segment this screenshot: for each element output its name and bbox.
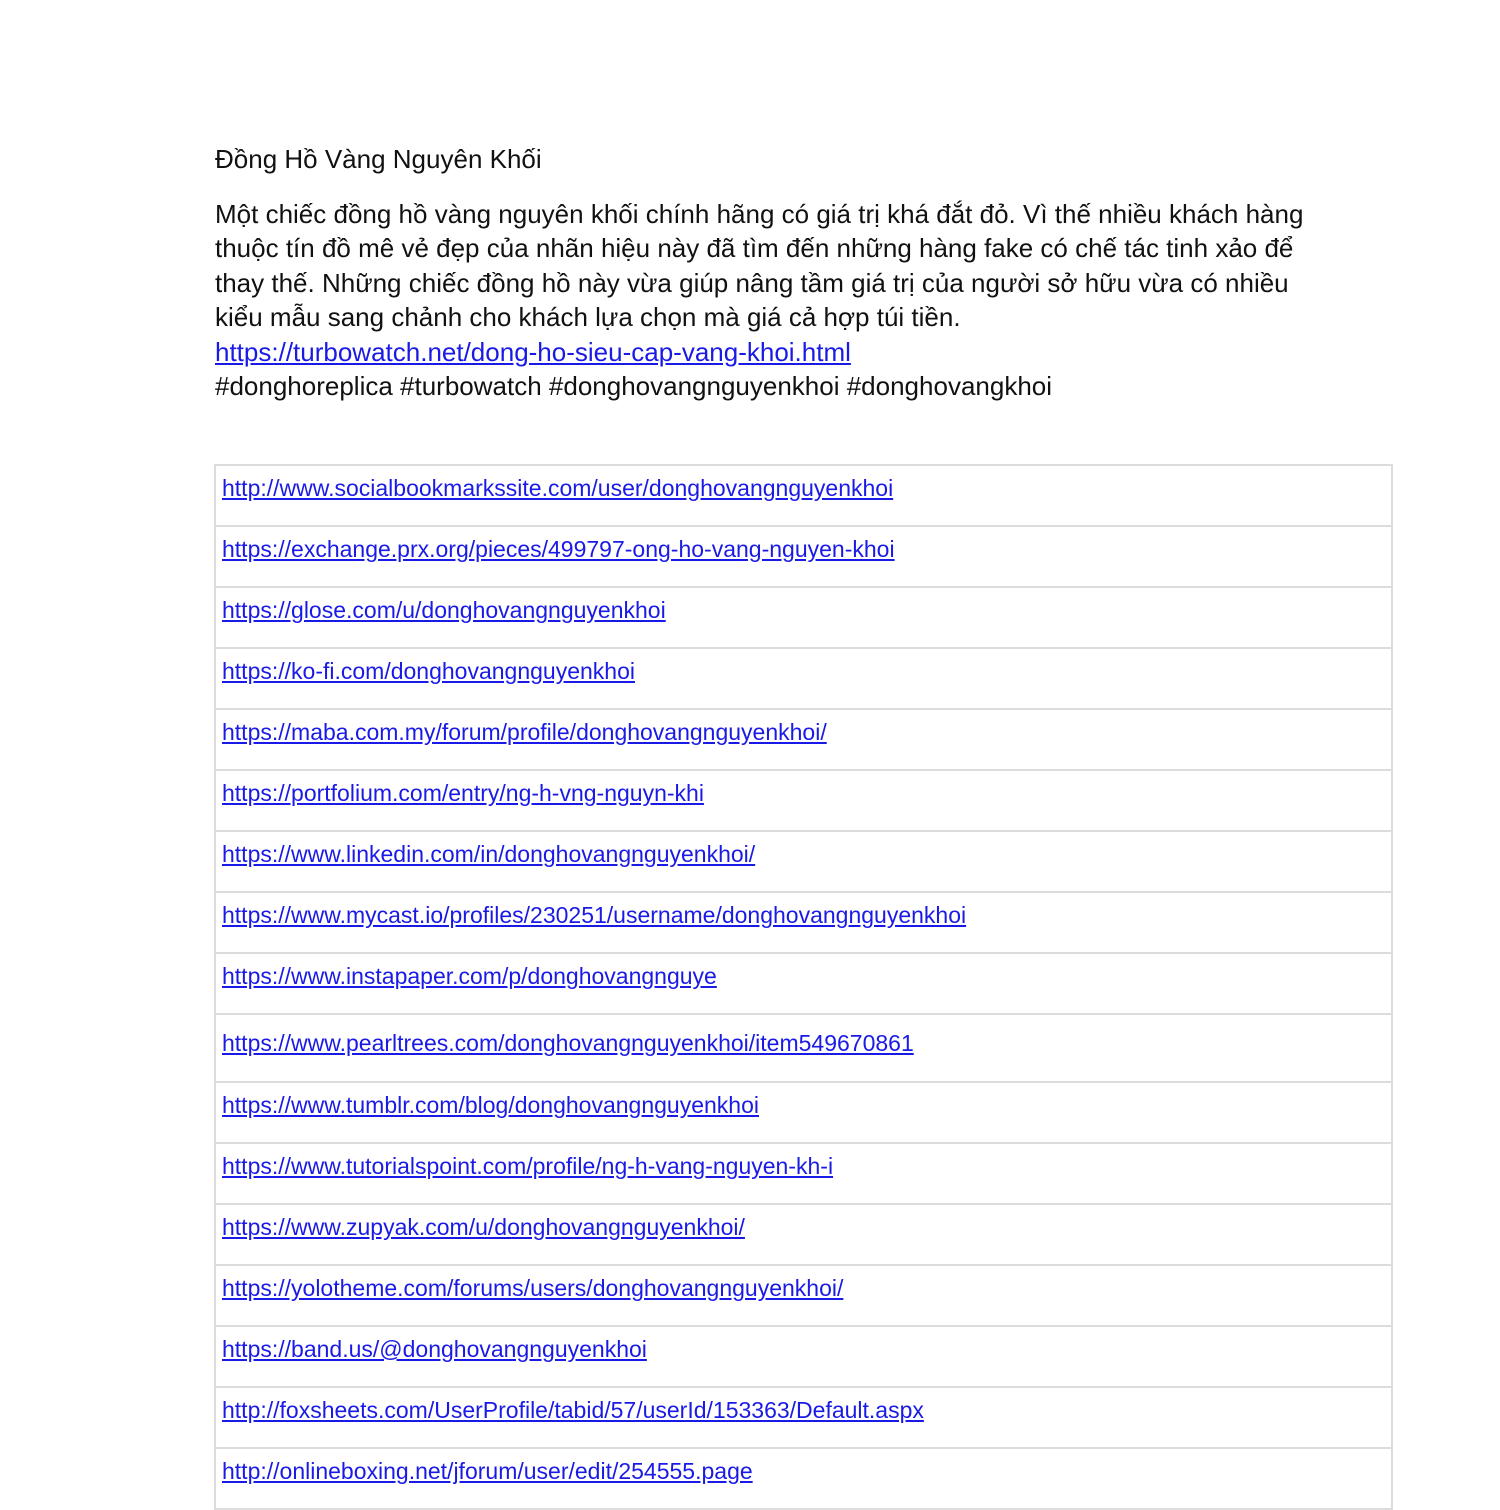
table-link[interactable]: https://band.us/@donghovangnguyenkhoi	[222, 1336, 647, 1362]
table-row	[215, 1082, 1392, 1143]
table-row	[215, 526, 1392, 587]
table-cell	[215, 526, 1392, 587]
table-cell	[215, 587, 1392, 648]
table-link[interactable]: https://ko-fi.com/donghovangnguyenkhoi	[222, 658, 635, 684]
table-row	[215, 587, 1392, 648]
table-cell	[215, 648, 1392, 709]
table-link[interactable]: https://yolotheme.com/forums/users/donghovangnguyenkhoi/	[222, 1275, 844, 1301]
table-link[interactable]: https://exchange.prx.org/pieces/499797-ong-ho-vang-nguyen-khoi	[222, 536, 895, 562]
table-row	[215, 648, 1392, 709]
table-cell	[215, 1387, 1392, 1448]
table-row	[215, 1204, 1392, 1265]
table-row	[215, 1014, 1392, 1082]
table-link[interactable]: https://maba.com.my/forum/profile/donghovangnguyenkhoi/	[222, 719, 827, 745]
main-link[interactable]: https://turbowatch.net/dong-ho-sieu-cap-vang-khoi.html	[215, 336, 851, 367]
table-cell	[215, 1326, 1392, 1387]
hashtags: #donghoreplica #turbowatch #donghovangnguyenkhoi #donghovangkhoi	[215, 371, 1053, 402]
main-link-line	[215, 335, 1395, 369]
table-cell	[215, 465, 1392, 526]
body-line: Một chiếc đồng hồ vàng nguyên khối chính hãng có giá trị khá đắt đỏ. Vì thế nhiều khách hàng	[215, 199, 1304, 229]
table-row	[215, 831, 1392, 892]
table-cell	[215, 953, 1392, 1014]
table-row	[215, 709, 1392, 770]
table-cell	[215, 1082, 1392, 1143]
table-link[interactable]: https://www.linkedin.com/in/donghovangnguyenkhoi/	[222, 841, 756, 867]
table-cell	[215, 709, 1392, 770]
table-row	[215, 770, 1392, 831]
table-row	[215, 1265, 1392, 1326]
table-row	[215, 1387, 1392, 1448]
table-cell	[215, 1265, 1392, 1326]
table-cell	[215, 831, 1392, 892]
table-link[interactable]: https://glose.com/u/donghovangnguyenkhoi	[222, 597, 666, 623]
table-cell	[215, 770, 1392, 831]
document-body	[215, 197, 1395, 403]
table-link[interactable]: https://www.zupyak.com/u/donghovangnguyenkhoi/	[222, 1214, 745, 1240]
table-row	[215, 465, 1392, 526]
table-row	[215, 1143, 1392, 1204]
table-link[interactable]: https://portfolium.com/entry/ng-h-vng-nguyn-khi	[222, 780, 704, 806]
table-link[interactable]: http://www.socialbookmarkssite.com/user/donghovangnguyenkhoi	[222, 475, 894, 501]
table-link[interactable]: https://www.tutorialspoint.com/profile/ng-h-vang-nguyen-kh-i	[222, 1153, 834, 1179]
body-line: thay thế. Những chiếc đồng hồ này vừa giúp nâng tầm giá trị của người sở hữu vừa có nhiều	[215, 267, 1289, 298]
table-cell	[215, 1014, 1392, 1082]
table-link[interactable]: https://www.tumblr.com/blog/donghovangnguyenkhoi	[222, 1092, 759, 1118]
table-cell	[215, 892, 1392, 953]
table-row	[215, 892, 1392, 953]
table-cell	[215, 1143, 1392, 1204]
body-line: thuộc tín đồ mê vẻ đẹp của nhãn hiệu này đã tìm đến những hàng fake có chế tác tinh xảo để	[215, 233, 1294, 264]
table-link[interactable]: http://foxsheets.com/UserProfile/tabid/57/userId/153363/Default.aspx	[222, 1397, 924, 1423]
document-title: Đồng Hồ Vàng Nguyên Khối	[215, 144, 542, 174]
body-line: kiểu mẫu sang chảnh cho khách lựa chọn mà giá cả hợp túi tiền.	[215, 302, 961, 333]
table-row	[215, 953, 1392, 1014]
table-row	[215, 1326, 1392, 1387]
table-link[interactable]: https://www.pearltrees.com/donghovangnguyenkhoi/item549670861	[222, 1030, 914, 1056]
table-link[interactable]: https://www.instapaper.com/p/donghovangnguye	[222, 963, 717, 989]
table-link[interactable]: https://www.mycast.io/profiles/230251/username/donghovangnguyenkhoi	[222, 902, 967, 928]
links-table	[214, 464, 1393, 1510]
table-cell	[215, 1204, 1392, 1265]
table-link[interactable]: http://onlineboxing.net/jforum/user/edit/254555.page	[222, 1458, 753, 1484]
